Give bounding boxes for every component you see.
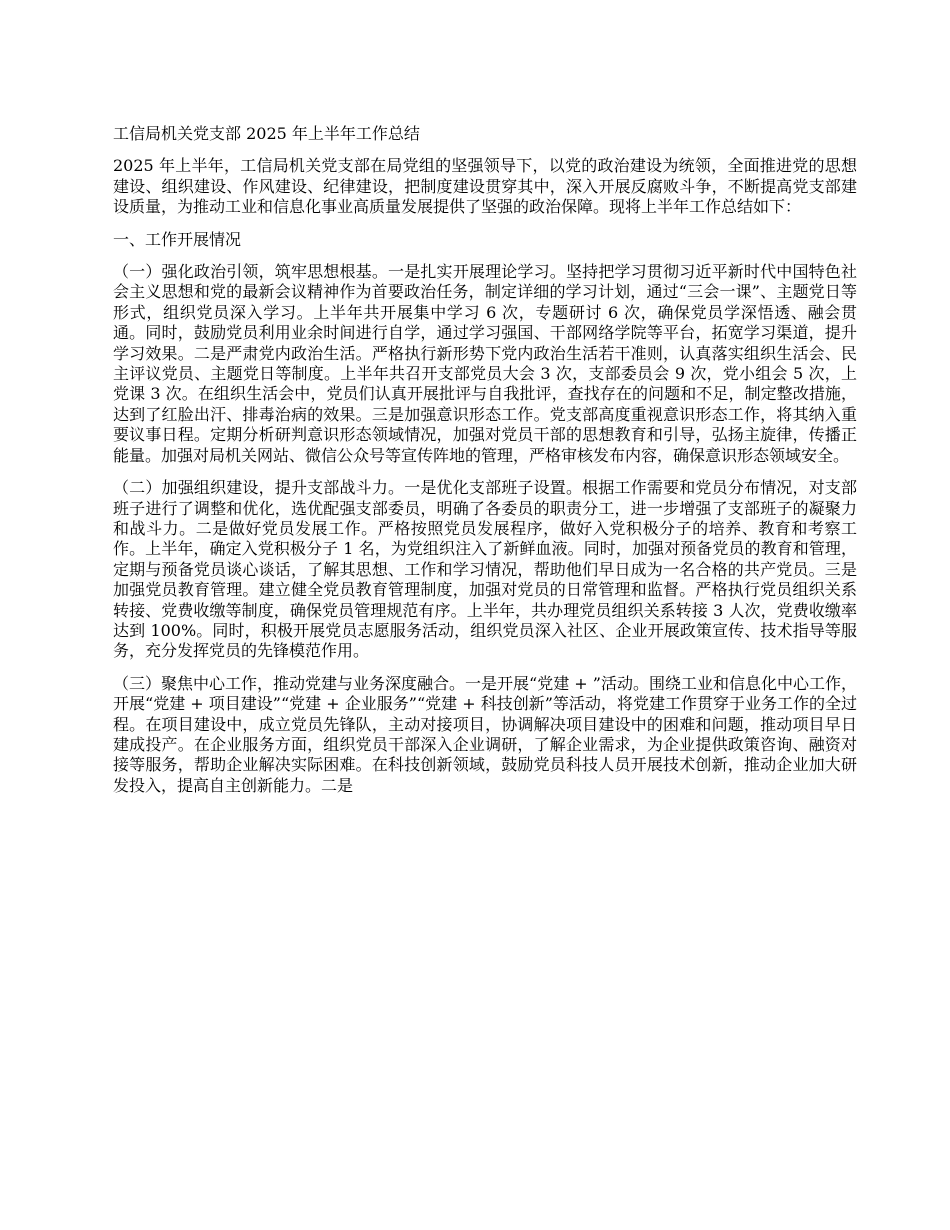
document-page [113,124,857,808]
intro-paragraph: 2025 年上半年，工信局机关党支部在局党组的坚强领导下，以党的政治建设为统领，全面推进党的思想建设、组织建设、作风建设、纪律建设，把制度建设贯穿其中，深入开展反腐败斗争，不断提高党支部建设质量，为推动工业和信息化事业高质量发展提供了坚强的政治保障。现将上半年工作总结如下： [113,156,857,217]
section-heading-work: 一、工作开展情况 [113,229,242,249]
paragraph-organization-building: （二）加强组织建设，提升支部战斗力。一是优化支部班子设置。根据工作需要和党员分布情况，对支部班子进行了调整和优化，选优配强支部委员，明确了各委员的职责分工，进一步增强了支部班子的凝聚力和战斗力。二是做好党员发展工作。严格按照党员发展程序，做好入党积极分子的培养、教育和考察工作。上半年，确定入党积极分子 1 名，为党组织注入了新鲜血液。同时，加强对预备党员的教育和管理，定期与预备党员谈心谈话，了解其思想、工作和学习情况，帮助他们早日成为一名合格的共产党员。三是加强党员教育管理。建立健全党员教育管理制度，加强对党员的日常管理和监督。严格执行党员组织关系转接、党费收缴等制度，确保党员管理规范有序。上半年，共办理党员组织关系转接 3 人次，党费收缴率达到 100%。同时，积极开展党员志愿服务活动，组织党员深入社区、企业开展政策宣传、技术指导等服务，充分发挥党员的先锋模范作用。 [113,478,857,661]
paragraph-central-work: （三）聚焦中心工作，推动党建与业务深度融合。一是开展“党建 + ”活动。围绕工业和信息化中心工作，开展“党建 + 项目建设”“党建 + 企业服务”“党建 + 科技创新”等活动，将党建工作贯穿于业务工作的全过程。在项目建设中，成立党员先锋队，主动对接项目，协调解决项目建设中的困难和问题，推动项目早日建成投产。在企业服务方面，组织党员干部深入企业调研，了解企业需求，为企业提供政策咨询、融资对接等服务，帮助企业解决实际困难。在科技创新领域，鼓励党员科技人员开展技术创新，推动企业加大研发投入，提高自主创新能力。二是 [113,673,857,795]
document-title: 工信局机关党支部 2025 年上半年工作总结 [113,124,420,143]
paragraph-political-guidance: （一）强化政治引领，筑牢思想根基。一是扎实开展理论学习。坚持把学习贯彻习近平新时代中国特色社会主义思想和党的最新会议精神作为首要政治任务，制定详细的学习计划，通过“三会一课”、主题党日等形式，组织党员深入学习。上半年共开展集中学习 6 次，专题研讨 6 次，确保党员学深悟透、融会贯通。同时，鼓励党员利用业余时间进行自学，通过学习强国、干部网络学院等平台，拓宽学习渠道，提升学习效果。二是严肃党内政治生活。严格执行新形势下党内政治生活若干准则，认真落实组织生活会、民主评议党员、主题党日等制度。上半年共召开支部党员大会 3 次，支部委员会 9 次，党小组会 5 次，上党课 3 次。在组织生活会中，党员们认真开展批评与自我批评，查找存在的问题和不足，制定整改措施，达到了红脸出汗、排毒治病的效果。三是加强意识形态工作。党支部高度重视意识形态工作，将其纳入重要议事日程。定期分析研判意识形态领域情况，加强对党员干部的思想教育和引导，弘扬主旋律，传播正能量。加强对局机关网站、微信公众号等宣传阵地的管理，严格审核发布内容，确保意识形态领域安全。 [113,262,857,465]
